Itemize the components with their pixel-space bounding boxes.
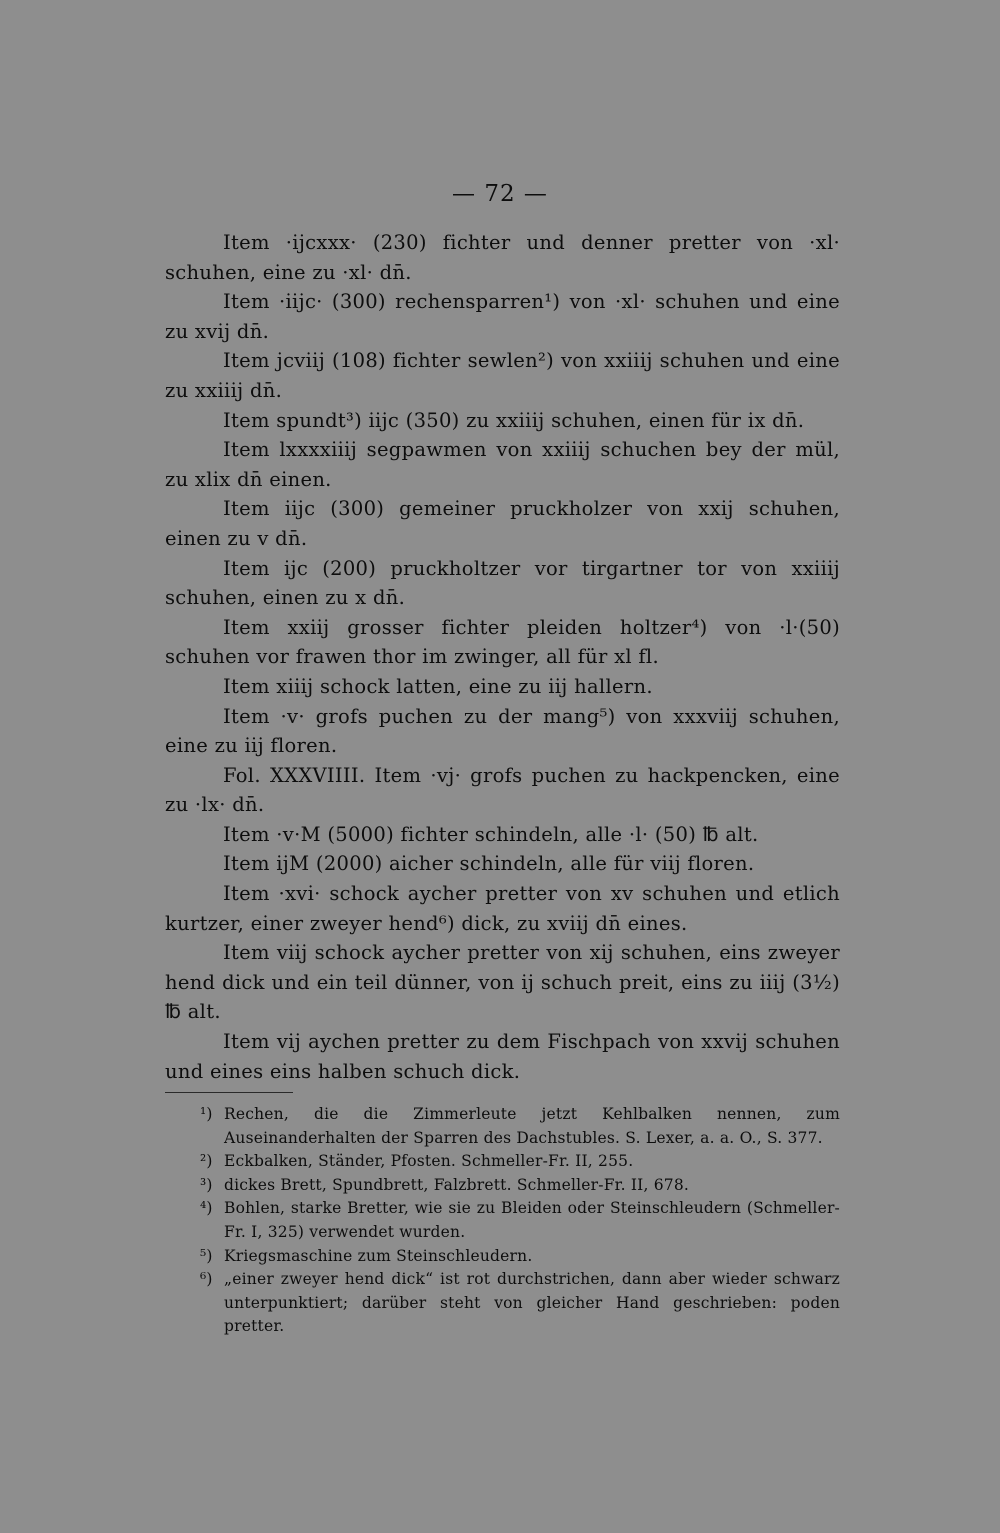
footnote-marker: ⁴) [200, 1199, 213, 1218]
footnotes [200, 1103, 840, 1339]
page-number: — 72 — [452, 181, 548, 207]
main-text [165, 228, 840, 1086]
entry-16: Item vij aychen pretter zu dem Fischpach von xxvij schuhen und eines eins halben schuch dick. [165, 1030, 840, 1083]
entry-6: Item iijc (300) gemeiner pruckholzer von xxij schuhen, einen zu v dn̄. [165, 497, 840, 550]
footnote-marker: ³) [200, 1175, 213, 1194]
entry-5: Item lxxxxiiij segpawmen von xxiiij schuchen bey der mül, zu xlix dn̄ einen. [165, 438, 840, 491]
footnote-separator [165, 1092, 293, 1093]
entry-2: Item ·iijc· (300) rechensparren¹) von ·xl· schuhen und eine zu xvij dn̄. [165, 290, 840, 343]
footnote-text: Kriegsmaschine zum Steinschleudern. [224, 1246, 533, 1265]
footnote-marker: ⁵) [200, 1246, 213, 1265]
footnote-2 [200, 1150, 840, 1174]
footnote-text: „einer zweyer hend dick“ ist rot durchstrichen, dann aber wieder schwarz unterpunktiert; darüber steht von gleicher Hand geschrieben: poden pretter. [224, 1270, 840, 1336]
footnote-marker: ⁶) [200, 1270, 213, 1289]
footnote-marker: ¹) [200, 1105, 213, 1123]
footnote-4 [200, 1197, 840, 1244]
entry-13: Item ijM (2000) aicher schindeln, alle für viij floren. [223, 852, 755, 876]
entry-1: Item ·ijcxxx· (230) fichter und denner pretter von ·xl· schuhen, eine zu ·xl· dn̄. [165, 231, 840, 284]
footnote-3 [200, 1174, 840, 1198]
footnote-marker: ²) [200, 1152, 213, 1171]
entry-7: Item ijc (200) pruckholtzer vor tirgartner tor von xxiiij schuhen, einen zu x dn̄. [165, 556, 840, 610]
footnote-6 [200, 1268, 840, 1339]
footnote-1 [200, 1103, 840, 1150]
entry-9: Item xiiij schock latten, eine zu iij hallern. [223, 674, 653, 698]
entry-12: Item ·v·M (5000) fichter schindeln, alle ·l· (50) ℔ alt. [223, 822, 759, 846]
entry-14: Item ·xvi· schock aycher pretter von xv schuhen und etlich kurtzer, einer zweyer hend⁶) dick, zu xviij dn̄ eines. [165, 882, 840, 935]
entry-11-folio: Fol. XXXVIIII. Item ·vj· grofs puchen zu hackpencken, eine zu ·lx· dn̄. [165, 763, 840, 817]
footnote-text: Rechen, die die Zimmerleute jetzt Kehlbalken nennen, zum Auseinanderhalten der Sparren des Dachstubles. S. Lexer, a. a. O., S. 377. [224, 1105, 840, 1147]
entry-15: Item viij schock aycher pretter von xij schuhen, eins zweyer hend dick und ein teil dünner, von ij schuch preit, eins zu iiij (3½) ℔ alt. [165, 941, 840, 1024]
entry-10: Item ·v· grofs puchen zu der mang⁵) von xxxviij schuhen, eine zu iij floren. [165, 704, 840, 758]
footnote-text: Eckbalken, Ständer, Pfosten. Schmeller-Fr. II, 255. [224, 1152, 634, 1171]
entry-8: Item xxiij grosser fichter pleiden holtzer⁴) von ·l·(50) schuhen vor frawen thor im zwinger, all für xl fl. [165, 615, 840, 669]
footnote-5 [200, 1245, 840, 1269]
entry-4: Item spundt³) iijc (350) zu xxiiij schuhen, einen für ix dn̄. [223, 408, 805, 432]
footnote-text: Bohlen, starke Bretter, wie sie zu Bleiden oder Steinschleudern (Schmeller-Fr. I, 325) verwendet wurden. [224, 1199, 840, 1241]
footnote-text: dickes Brett, Spundbrett, Falzbrett. Schmeller-Fr. II, 678. [224, 1175, 690, 1194]
entry-3: Item jcviij (108) fichter sewlen²) von xxiiij schuhen und eine zu xxiiij dn̄. [165, 349, 840, 402]
